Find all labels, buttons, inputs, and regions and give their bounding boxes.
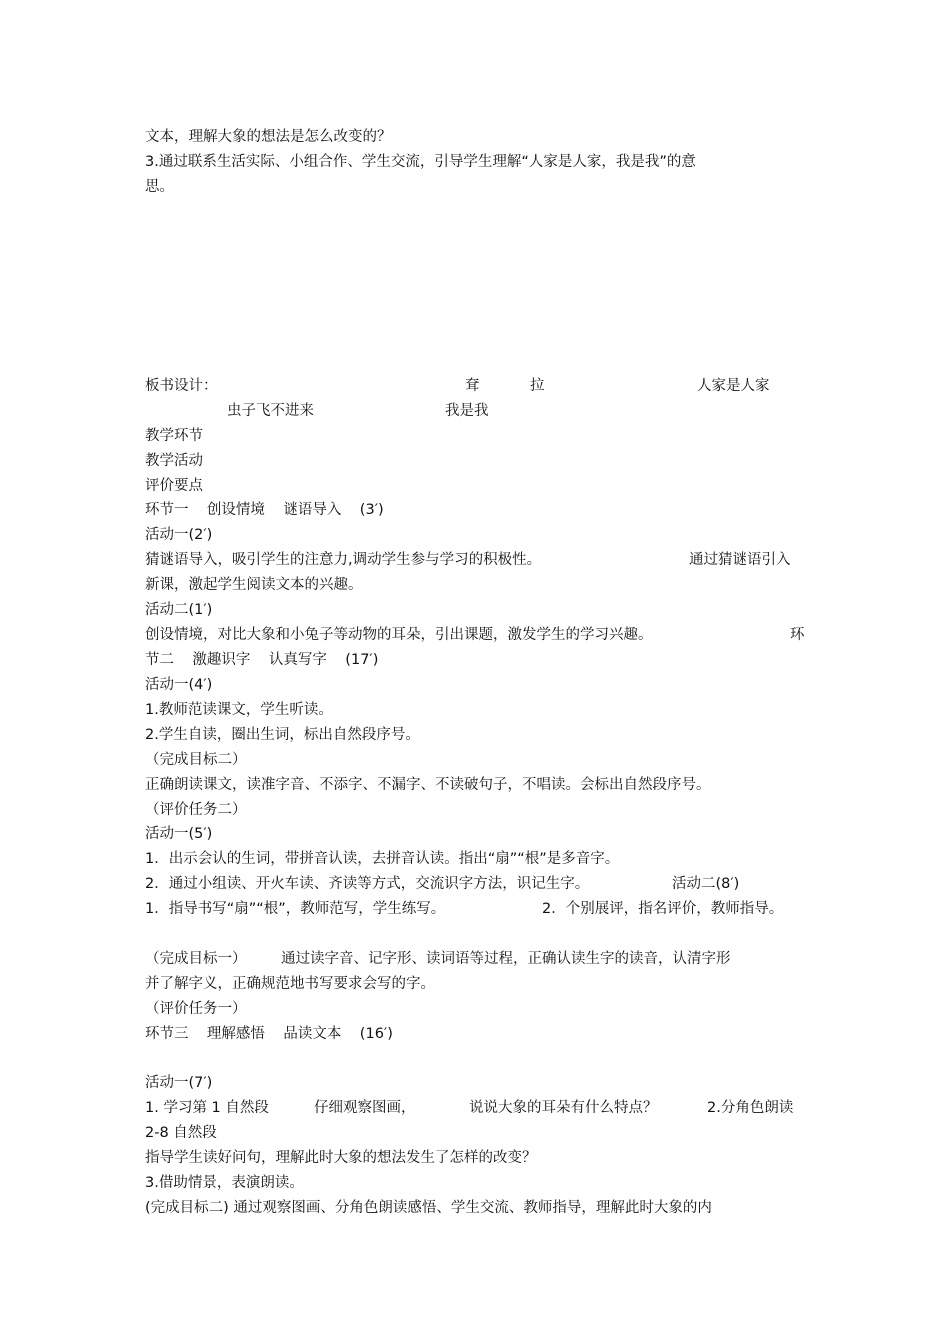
section3-item1-observe: 仔细观察图画， — [314, 1100, 416, 1116]
section3-title: 环节三 理解感悟 品读文本 (16′) — [145, 1026, 393, 1042]
board-word-da: 耷 — [465, 378, 480, 394]
section1-activity1-eval-cont: 新课，激起学生阅读文本的兴趣。 — [145, 577, 363, 593]
board-word-la: 拉 — [530, 378, 545, 394]
section1-activity1-eval: 通过猜谜语引入 — [689, 552, 791, 568]
section3-goal: (完成目标二) 通过观察图画、分角色朗读感悟、学生交流、教师指导，理解此时大象的内 — [145, 1200, 712, 1216]
section2-activity1b: 活动一(5′) — [145, 826, 213, 842]
section3-item3: 3.借助情景，表演朗读。 — [145, 1175, 304, 1191]
section2-activity2-item2: 2．个别展评，指名评价，教师指导。 — [542, 901, 784, 917]
section2-activity2-item1: 1．指导书写“扇”“根”，教师范写，学生练写。 — [145, 901, 446, 917]
section3-item2-cont: 2-8 自然段 — [145, 1125, 217, 1141]
header-evaluation-points: 评价要点 — [145, 478, 203, 494]
board-word-woshiwo: 我是我 — [445, 403, 489, 419]
intro-line-2: 3.通过联系生活实际、小组合作、学生交流，引导学生理解“人家是人家，我是我”的意 — [145, 154, 696, 170]
section2-item1: 1.教师范读课文，学生听读。 — [145, 702, 333, 718]
section2-goal2-text: 通过读字音、记字形、读词语等过程，正确认读生字的读音，认清字形 — [281, 951, 731, 967]
section2-goal2-text-cont: 并了解字义，正确规范地书写要求会写的字。 — [145, 976, 435, 992]
section3-activity1: 活动一(7′) — [145, 1075, 213, 1091]
section2-goal-text: 正确朗读课文，读准字音、不添字、不漏字、不读破句子，不唱读。会标出自然段序号。 — [145, 777, 711, 793]
section1-activity2: 活动二(1′) — [145, 602, 213, 618]
section2-eval2: （评价任务一） — [145, 1001, 247, 1017]
board-word-chongzi: 虫子飞不进来 — [227, 403, 314, 419]
board-word-renjia: 人家是人家 — [697, 378, 770, 394]
section2-title-start: 环 — [790, 627, 805, 643]
board-label: 板书设计： — [145, 378, 218, 394]
section2-goal: （完成目标二） — [145, 752, 247, 768]
section2-goal2: （完成目标一） — [145, 951, 247, 967]
section1-title: 环节一 创设情境 谜语导入 (3′) — [145, 502, 384, 518]
section3-item2: 2.分角色朗读 — [707, 1100, 794, 1116]
intro-line-3: 思。 — [145, 179, 174, 195]
section2-activity1: 活动一(4′) — [145, 677, 213, 693]
section2-activity1b-item1: 1．出示会认的生词，带拼音认读，去拼音认读。指出“扇”“根”是多音字。 — [145, 851, 620, 867]
section2-item2: 2.学生自读，圈出生词，标出自然段序号。 — [145, 727, 420, 743]
section2-activity2: 活动二(8′) — [672, 876, 740, 892]
section3-item1: 1. 学习第 1 自然段 — [145, 1100, 269, 1116]
section1-activity1: 活动一(2′) — [145, 527, 213, 543]
section3-item1-question: 说说大象的耳朵有什么特点？ — [469, 1100, 658, 1116]
intro-line-1: 文本，理解大象的想法是怎么改变的？ — [145, 129, 392, 145]
header-teaching-stage: 教学环节 — [145, 428, 203, 444]
section1-activity1-text: 猜谜语导入，吸引学生的注意力,调动学生参与学习的积极性。 — [145, 552, 542, 568]
header-teaching-activity: 教学活动 — [145, 453, 203, 469]
section2-eval: （评价任务二） — [145, 802, 247, 818]
section3-item2-text: 指导学生读好问句，理解此时大象的想法发生了怎样的改变？ — [145, 1150, 537, 1166]
section1-activity2-text: 创设情境，对比大象和小兔子等动物的耳朵，引出课题，激发学生的学习兴趣。 — [145, 627, 653, 643]
section2-activity1b-item2: 2．通过小组读、开火车读、齐读等方式，交流识字方法，识记生字。 — [145, 876, 590, 892]
section2-title: 节二 激趣识字 认真写字 (17′) — [145, 652, 379, 668]
